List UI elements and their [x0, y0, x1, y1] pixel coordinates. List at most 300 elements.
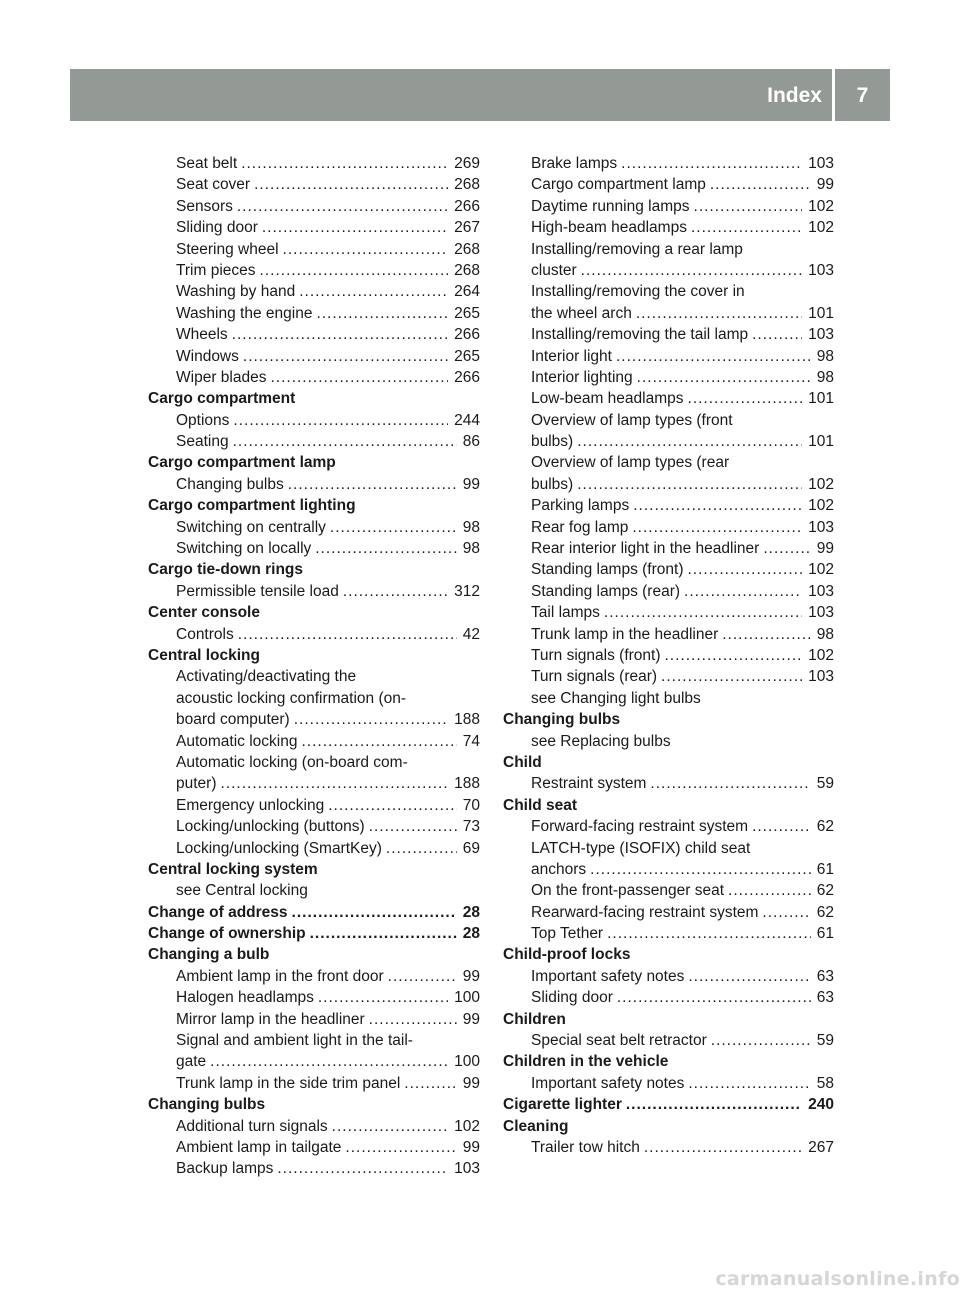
index-entry-text: Standing lamps (rear)	[531, 582, 681, 600]
dot-leader	[260, 260, 449, 281]
index-entry-text: Mirror lamp in the headliner	[176, 1010, 365, 1028]
index-entry-text: Changing bulbs	[148, 1096, 266, 1114]
index-page-ref: 269	[454, 155, 480, 172]
index-entry	[503, 559, 834, 580]
index-page-ref: 42	[462, 625, 480, 643]
index-heading	[148, 859, 480, 880]
dot-leader	[752, 816, 811, 837]
index-page-ref: 63	[816, 989, 834, 1007]
index-entry	[148, 196, 480, 217]
index-entry-text: Emergency unlocking	[176, 796, 325, 814]
index-entry-text: Center console	[148, 604, 260, 622]
dot-leader	[688, 1073, 810, 1094]
index-page-ref: 103	[808, 582, 834, 600]
index-entry-text: acoustic locking confirmation (on-	[176, 689, 407, 707]
dot-leader	[270, 367, 448, 388]
index-entry-text: Rearward-facing restraint system	[531, 903, 759, 921]
dot-leader	[577, 431, 802, 452]
dot-leader	[232, 324, 448, 345]
index-page-ref: 265	[454, 347, 480, 365]
index-entry	[503, 773, 834, 794]
dot-leader	[243, 346, 448, 367]
index-entry-text: Daytime running lamps	[531, 197, 690, 215]
index-entry-text: Wheels	[176, 326, 228, 344]
index-entry-text: the wheel arch	[531, 304, 632, 322]
index-entry-text: Options	[176, 411, 230, 429]
index-entry	[503, 624, 834, 645]
index-entry	[503, 388, 834, 409]
index-entry	[503, 602, 834, 623]
index-entry	[148, 517, 480, 538]
index-heading	[148, 452, 480, 473]
dot-leader	[577, 474, 802, 495]
index-page-ref: 268	[454, 176, 480, 194]
index-entry-text: Cargo compartment lighting	[148, 497, 356, 515]
dot-leader	[262, 217, 448, 238]
index-entry	[148, 688, 480, 709]
index-page-ref: 59	[816, 1032, 834, 1050]
index-entry-text: Central locking system	[148, 860, 318, 878]
index-entry	[148, 346, 480, 367]
index-entry	[148, 324, 480, 345]
index-entry	[503, 838, 834, 859]
index-page-ref: 268	[454, 240, 480, 258]
index-page-ref: 102	[808, 561, 834, 579]
index-page-ref: 62	[816, 903, 834, 921]
page-title: Index	[767, 84, 822, 107]
index-entry	[148, 581, 480, 602]
index-entry-text: Sliding door	[176, 219, 258, 237]
index-entry	[503, 260, 834, 281]
index-page-ref: 188	[454, 775, 480, 793]
index-entry-text: Permissible tensile load	[176, 582, 339, 600]
dot-leader	[283, 239, 449, 260]
index-entry-text: Washing the engine	[176, 304, 313, 322]
index-entry-text: Cargo compartment	[148, 390, 296, 408]
index-page-ref: 99	[462, 1138, 480, 1156]
index-entry-text: Switching on locally	[176, 540, 312, 558]
dot-leader	[288, 474, 457, 495]
index-entry-text: Seat cover	[176, 176, 251, 194]
index-entry	[503, 452, 834, 473]
index-page-ref: 99	[462, 967, 480, 985]
index-entry	[503, 645, 834, 666]
dot-leader	[632, 517, 802, 538]
index-page-ref: 244	[454, 411, 480, 429]
index-entry-text: Central locking	[148, 646, 260, 664]
index-entry	[148, 752, 480, 773]
dot-leader	[688, 388, 803, 409]
index-heading	[503, 1116, 834, 1137]
dot-leader	[752, 324, 802, 345]
index-entry-text: Overview of lamp types (rear	[531, 454, 730, 472]
index-entry	[503, 367, 834, 388]
index-page-ref: 98	[462, 518, 480, 536]
index-entry-text: Automatic locking (on-board com-	[176, 753, 408, 771]
dot-leader	[604, 602, 802, 623]
index-heading	[148, 902, 480, 923]
index-entry	[148, 410, 480, 431]
dot-leader	[221, 773, 449, 794]
dot-leader	[607, 923, 811, 944]
dot-leader	[254, 174, 448, 195]
index-entry-text: Important safety notes	[531, 967, 685, 985]
dot-leader	[318, 987, 448, 1008]
index-entry-text: Turn signals (rear)	[531, 668, 658, 686]
dot-leader	[617, 987, 811, 1008]
index-entry	[148, 174, 480, 195]
dot-leader	[644, 1137, 802, 1158]
index-heading	[148, 1094, 480, 1115]
index-entry-text: Additional turn signals	[176, 1117, 328, 1135]
index-entry-text: Trim pieces	[176, 261, 256, 279]
index-entry-text: Installing/removing the tail lamp	[531, 326, 749, 344]
dot-leader	[616, 346, 811, 367]
index-entry-text: Controls	[176, 625, 234, 643]
index-entry-text: Installing/removing a rear lamp	[531, 240, 743, 258]
index-entry	[148, 303, 480, 324]
dot-leader	[332, 1116, 448, 1137]
watermark: carmanualsonline.info	[715, 1268, 960, 1290]
index-entry-text: Windows	[176, 347, 239, 365]
index-entry-text: Special seat belt retractor	[531, 1032, 707, 1050]
index-entry	[503, 923, 834, 944]
index-entry	[148, 731, 480, 752]
index-page-ref: 266	[454, 197, 480, 215]
index-entry-text: Activating/deactivating the	[176, 668, 357, 686]
index-page-ref: 99	[462, 1010, 480, 1028]
index-heading	[148, 559, 480, 580]
index-entry	[503, 966, 834, 987]
dot-leader	[728, 880, 811, 901]
dot-leader	[301, 731, 456, 752]
dot-leader	[621, 153, 802, 174]
index-page-ref: 188	[454, 711, 480, 729]
index-entry-text: see Replacing bulbs	[531, 732, 671, 750]
index-entry-text: Rear interior light in the headliner	[531, 540, 760, 558]
index-entry	[148, 624, 480, 645]
index-entry-text: Sliding door	[531, 989, 613, 1007]
index-entry	[148, 1009, 480, 1030]
index-entry	[148, 773, 480, 794]
index-page-ref: 102	[808, 646, 834, 664]
index-page-ref: 101	[808, 304, 834, 322]
dot-leader	[310, 923, 457, 944]
dot-leader	[345, 1137, 456, 1158]
index-entry-text: Halogen headlamps	[176, 989, 314, 1007]
index-entry	[503, 495, 834, 516]
dot-leader	[210, 1051, 448, 1072]
index-page-ref: 63	[816, 967, 834, 985]
index-page-ref: 58	[816, 1074, 834, 1092]
dot-leader	[665, 645, 803, 666]
index-entry	[503, 731, 834, 752]
index-page-ref: 74	[462, 732, 480, 750]
index-entry-text: Cargo compartment lamp	[531, 176, 706, 194]
index-entry	[503, 538, 834, 559]
index-page-ref: 102	[454, 1117, 480, 1135]
dot-leader	[299, 281, 448, 302]
index-entry-text: Locking/unlocking (SmartKey)	[176, 839, 382, 857]
page-number: 7	[856, 84, 869, 107]
index-heading	[503, 752, 834, 773]
dot-leader	[241, 153, 448, 174]
dot-leader	[688, 559, 803, 580]
dot-leader	[292, 902, 457, 923]
index-entry	[148, 1137, 480, 1158]
index-entry-text: Automatic locking	[176, 732, 298, 750]
index-entry-text: gate	[176, 1053, 207, 1071]
index-entry-text: Ambient lamp in the front door	[176, 967, 384, 985]
dot-leader	[233, 431, 457, 452]
index-entry-text: Changing bulbs	[176, 475, 284, 493]
dot-leader	[369, 816, 457, 837]
dot-leader	[581, 260, 802, 281]
index-page-ref: 103	[808, 155, 834, 172]
index-page-ref: 267	[454, 219, 480, 237]
index-page-ref: 265	[454, 304, 480, 322]
index-entry	[148, 1073, 480, 1094]
index-entry	[503, 410, 834, 431]
index-entry-text: Change of address	[148, 903, 288, 921]
index-entry-text: bulbs)	[531, 475, 574, 493]
dot-leader	[590, 859, 811, 880]
index-entry	[148, 1030, 480, 1051]
index-entry-text: High-beam headlamps	[531, 219, 687, 237]
index-entry-text: Changing bulbs	[503, 711, 621, 729]
index-page-ref: 264	[454, 283, 480, 301]
index-page-ref: 99	[816, 540, 834, 558]
index-entry	[503, 666, 834, 687]
index-entry-text: Sensors	[176, 197, 233, 215]
dot-leader	[650, 773, 810, 794]
index-page-ref: 240	[808, 1096, 834, 1114]
index-entry-text: Change of ownership	[148, 925, 306, 943]
index-entry	[503, 281, 834, 302]
index-entry	[148, 474, 480, 495]
index-entry	[503, 1137, 834, 1158]
index-entry-text: Seat belt	[176, 155, 238, 172]
index-page-ref: 103	[808, 261, 834, 279]
index-page-ref: 99	[816, 176, 834, 194]
index-entry	[148, 1051, 480, 1072]
index-entry	[503, 196, 834, 217]
index-heading	[503, 1094, 834, 1115]
dot-leader	[294, 709, 448, 730]
index-entry	[148, 709, 480, 730]
index-entry	[148, 281, 480, 302]
dot-leader	[684, 581, 802, 602]
index-entry	[148, 966, 480, 987]
index-entry-text: LATCH-type (ISOFIX) child seat	[531, 839, 751, 857]
index-entry-text: Tail lamps	[531, 604, 600, 622]
index-entry	[503, 816, 834, 837]
index-heading	[503, 1051, 834, 1072]
index-entry	[503, 859, 834, 880]
dot-leader	[763, 538, 810, 559]
index-page-ref: 102	[808, 497, 834, 515]
index-entry-text: anchors	[531, 860, 587, 878]
index-entry	[148, 431, 480, 452]
index-entry	[503, 517, 834, 538]
index-page-ref: 62	[816, 818, 834, 836]
index-page-ref: 99	[462, 1074, 480, 1092]
index-entry	[503, 346, 834, 367]
index-entry	[148, 1116, 480, 1137]
index-page-ref: 103	[808, 518, 834, 536]
index-heading	[503, 944, 834, 965]
index-column-right	[503, 153, 834, 1158]
index-page-ref: 312	[454, 582, 480, 600]
index-heading	[148, 495, 480, 516]
index-entry	[503, 880, 834, 901]
index-entry	[148, 538, 480, 559]
index-entry	[503, 217, 834, 238]
index-entry-text: Brake lamps	[531, 155, 618, 172]
index-entry-text: Children	[503, 1010, 566, 1028]
index-page-ref: 98	[816, 347, 834, 365]
index-entry	[503, 174, 834, 195]
index-page-ref: 266	[454, 368, 480, 386]
index-page-ref: 103	[808, 668, 834, 686]
index-page-ref: 98	[816, 368, 834, 386]
index-entry	[148, 153, 480, 174]
index-entry-text: Standing lamps (front)	[531, 561, 684, 579]
index-entry-text: Turn signals (front)	[531, 646, 661, 664]
dot-leader	[711, 1030, 811, 1051]
index-entry-text: Changing a bulb	[148, 946, 270, 964]
index-entry	[503, 987, 834, 1008]
dot-leader	[722, 624, 811, 645]
index-entry-text: cluster	[531, 261, 577, 279]
index-entry-text: Rear fog lamp	[531, 518, 629, 536]
index-page-ref: 268	[454, 261, 480, 279]
dot-leader	[237, 196, 448, 217]
index-entry-text: Steering wheel	[176, 240, 279, 258]
index-heading	[148, 388, 480, 409]
dot-leader	[343, 581, 448, 602]
index-entry-text: see Central locking	[176, 882, 308, 900]
index-column-left	[148, 153, 480, 1180]
index-page-ref: 59	[816, 775, 834, 793]
index-page-ref: 266	[454, 326, 480, 344]
index-page-ref: 102	[808, 219, 834, 237]
index-entry-text: Signal and ambient light in the tail-	[176, 1032, 413, 1050]
index-entry-text: Top Tether	[531, 925, 604, 943]
dot-leader	[762, 902, 810, 923]
index-page-ref: 73	[462, 818, 480, 836]
index-page-ref: 70	[462, 796, 480, 814]
dot-leader	[388, 966, 457, 987]
index-entry-text: On the front-passenger seat	[531, 882, 725, 900]
index-heading	[503, 1009, 834, 1030]
dot-leader	[328, 795, 457, 816]
dot-leader	[404, 1073, 456, 1094]
dot-leader	[694, 196, 803, 217]
index-page-ref: 102	[808, 197, 834, 215]
dot-leader	[369, 1009, 457, 1030]
index-entry-text: Trailer tow hitch	[531, 1138, 640, 1156]
index-entry	[503, 1030, 834, 1051]
index-heading	[148, 602, 480, 623]
index-entry	[148, 217, 480, 238]
dot-leader	[636, 303, 802, 324]
index-heading	[503, 795, 834, 816]
index-page-ref: 28	[462, 925, 480, 943]
index-page-ref: 69	[462, 839, 480, 857]
index-entry-text: Switching on centrally	[176, 518, 326, 536]
index-entry-text: Locking/unlocking (buttons)	[176, 818, 365, 836]
index-entry	[503, 902, 834, 923]
index-entry-text: Low-beam headlamps	[531, 390, 684, 408]
index-page-ref: 101	[808, 433, 834, 451]
index-entry	[148, 987, 480, 1008]
dot-leader	[330, 517, 457, 538]
index-entry-text: Seating	[176, 433, 229, 451]
index-page-ref: 28	[462, 903, 480, 921]
index-entry-text: Cleaning	[503, 1117, 569, 1135]
index-page-ref: 100	[454, 1053, 480, 1071]
dot-leader	[315, 538, 456, 559]
dot-leader	[277, 1158, 448, 1179]
dot-leader	[386, 838, 457, 859]
dot-leader	[710, 174, 811, 195]
index-page-ref: 103	[808, 604, 834, 622]
dot-leader	[626, 1094, 802, 1115]
index-entry	[148, 239, 480, 260]
dot-leader	[691, 217, 802, 238]
index-heading	[148, 645, 480, 666]
index-entry-text: board computer)	[176, 711, 290, 729]
index-page-ref: 101	[808, 390, 834, 408]
index-entry-text: Parking lamps	[531, 497, 630, 515]
index-entry	[148, 666, 480, 687]
index-entry	[503, 431, 834, 452]
index-entry-text: Children in the vehicle	[503, 1053, 669, 1071]
dot-leader	[688, 966, 810, 987]
index-entry	[503, 474, 834, 495]
index-entry-text: Installing/removing the cover in	[531, 283, 745, 301]
index-entry-text: Cigarette lighter	[503, 1096, 622, 1114]
index-entry-text: Child seat	[503, 796, 578, 814]
dot-leader	[633, 495, 802, 516]
index-heading	[148, 944, 480, 965]
index-entry-text: Wiper blades	[176, 368, 267, 386]
index-entry-text: Trunk lamp in the side trim panel	[176, 1074, 401, 1092]
index-page-ref: 98	[816, 625, 834, 643]
index-page-ref: 61	[816, 860, 834, 878]
dot-leader	[316, 303, 448, 324]
index-entry	[503, 153, 834, 174]
index-entry-text: Child	[503, 753, 542, 771]
index-entry-text: Washing by hand	[176, 283, 296, 301]
index-entry-text: Overview of lamp types (front	[531, 411, 733, 429]
index-entry-text: Ambient lamp in tailgate	[176, 1138, 342, 1156]
index-entry	[148, 838, 480, 859]
index-entry	[503, 581, 834, 602]
index-page-ref: 62	[816, 882, 834, 900]
index-entry	[503, 1073, 834, 1094]
dot-leader	[661, 666, 802, 687]
index-page-ref: 103	[808, 326, 834, 344]
index-entry	[503, 324, 834, 345]
index-entry-text: Cargo tie-down rings	[148, 561, 303, 579]
index-entry	[148, 260, 480, 281]
index-entry	[148, 816, 480, 837]
index-entry-text: puter)	[176, 775, 217, 793]
index-page-ref: 267	[808, 1138, 834, 1156]
index-entry-text: Important safety notes	[531, 1074, 685, 1092]
